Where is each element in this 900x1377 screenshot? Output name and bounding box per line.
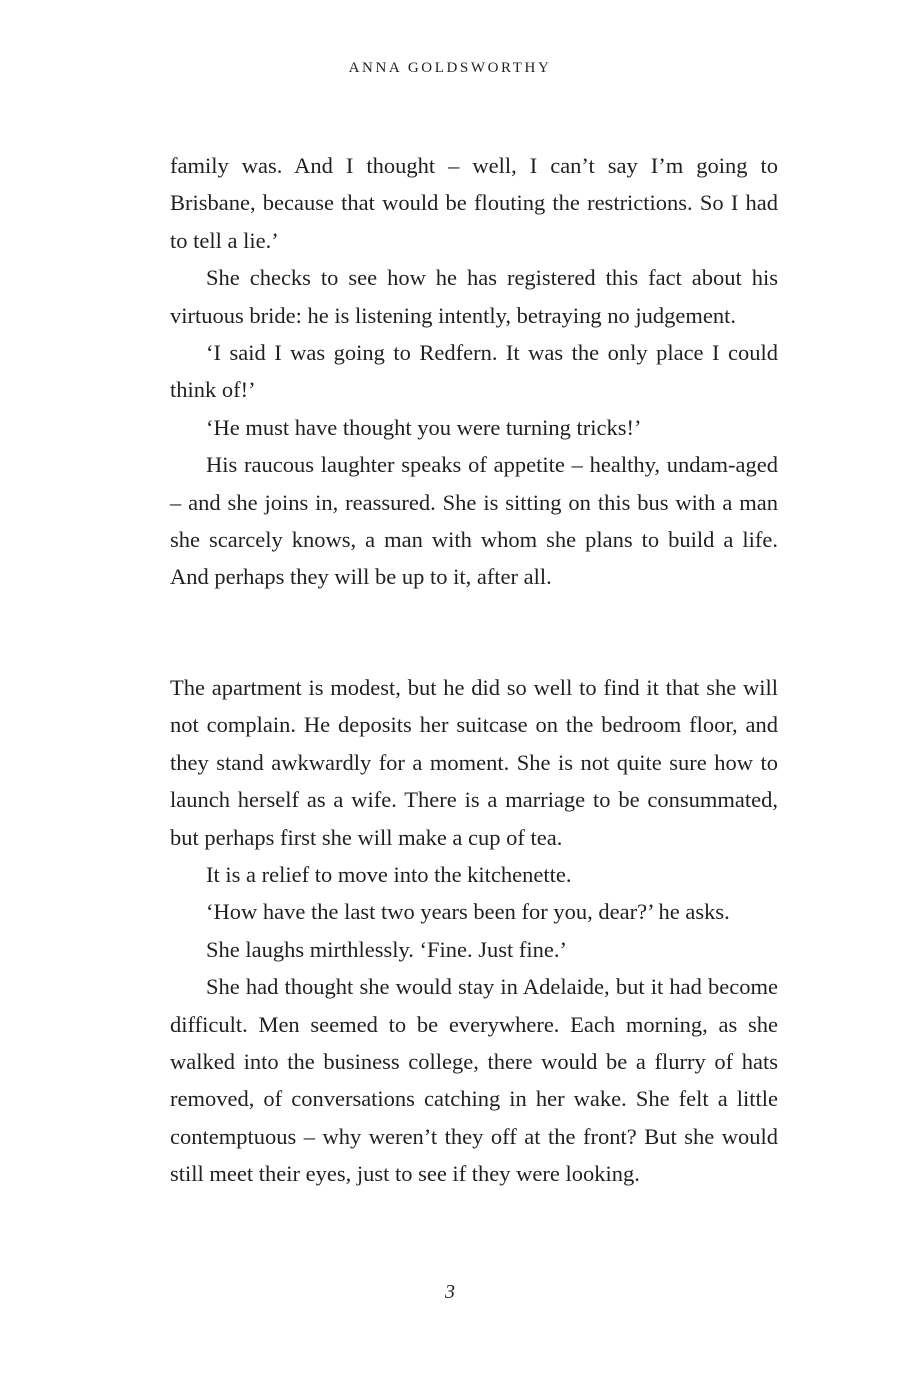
paragraph: His raucous laughter speaks of appetite – healthy, undam-aged – and she joins in, reassured. She is sitting on this bus with a man she scarcely knows, a man with whom she plans to build a life. And perhaps they will be up to it, after all. [170, 452, 778, 590]
text-section-1 [170, 147, 778, 596]
page-number: 3 [445, 1281, 455, 1303]
text-section-2 [170, 669, 778, 1193]
paragraph: family was. And I thought – well, I can’t say I’m going to Brisbane, because that would be flouting the restrictions. So I had to tell a lie.’ [170, 153, 778, 253]
paragraph: She checks to see how he has registered this fact about his virtuous bride: he is listening intently, betraying no judgement. [170, 265, 778, 328]
paragraph: She had thought she would stay in Adelaide, but it had become difficult. Men seemed to be everywhere. Each morning, as she walked into the business college, there would be a flurry of hats removed, of conversations catching in her wake. She felt a little contemptuous – why weren’t they off at the front? But she would still meet their eyes, just to see if they were looking. [170, 974, 778, 1187]
paragraph: ‘I said I was going to Redfern. It was the only place I could think of!’ [170, 340, 778, 403]
paragraph: She laughs mirthlessly. ‘Fine. Just fine.’ [206, 936, 568, 962]
paragraph: The apartment is modest, but he did so well to find it that she will not complain. He deposits her suitcase on the bedroom floor, and they stand awkwardly for a moment. She is not quite sure how to launch herself as a wife. There is a marriage to be consummated, but perhaps first she will make a cup of tea. [170, 675, 778, 850]
running-header: ANNA GOLDSWORTHY [348, 60, 552, 76]
paragraph: It is a relief to move into the kitchenette. [206, 862, 572, 888]
paragraph: ‘He must have thought you were turning tricks!’ [206, 414, 642, 440]
paragraph: ‘How have the last two years been for you, dear?’ he asks. [206, 899, 730, 925]
